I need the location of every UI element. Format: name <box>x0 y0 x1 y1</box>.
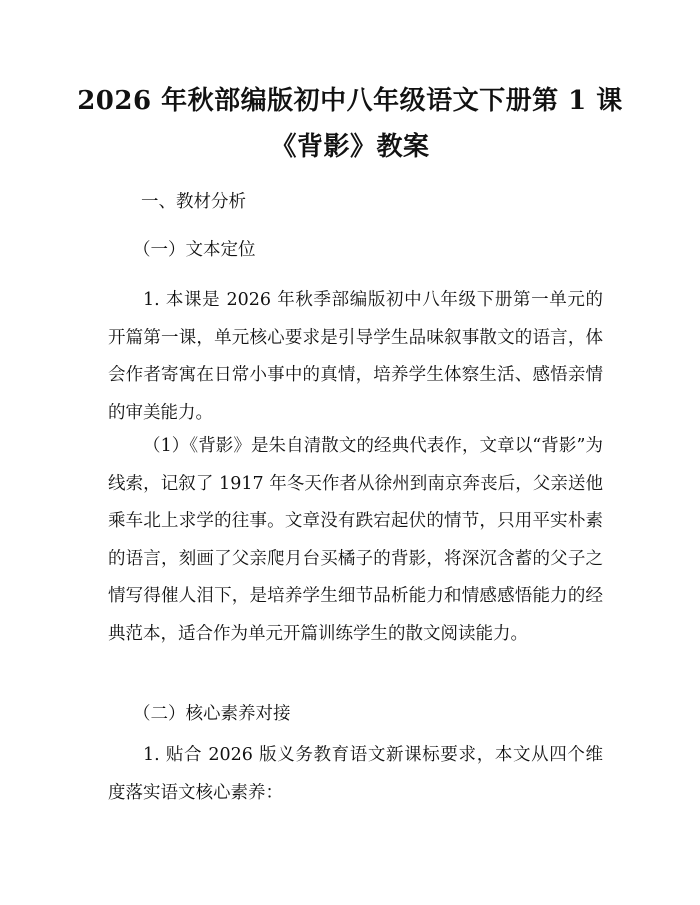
section-heading-teaching-material-analysis: 一、教材分析 <box>141 192 246 212</box>
subsection-heading-text-positioning: （一）文本定位 <box>133 240 256 260</box>
paragraph-core-literacy-intro: 1. 贴合 2026 版义务教育语文新课标要求，本文从四个维度落实语文核心素养： <box>108 745 603 803</box>
document-title-line-1: 2026 年秋部编版初中八年级语文下册第 1 课 <box>77 86 623 116</box>
paragraph-course-positioning: 1. 本课是 2026 年秋季部编版初中八年级下册第一单元的开篇第一课，单元核心要求是引导学生品味叙事散文的语言，体会作者寄寓在日常小事中的真情，培养学生体察生活、感悟亲情的审美能力。 <box>108 290 603 423</box>
subsection-heading-core-literacy: （二）核心素养对接 <box>133 704 291 724</box>
paragraph-text-introduction: （1）《背影》是朱自清散文的经典代表作，文章以“背影”为线索，记叙了 1917 年冬天作者从徐州到南京奔丧后，父亲送他乘车北上求学的往事。文章没有跌宕起伏的情节，只用平实朴素的语言，刻画了父亲爬月台买橘子的背影，将深沉含蓄的父子之情写得催人泪下，是培养学生细节品析能力和情感感悟能力的经典范本，适合作为单元开篇训练学生的散文阅读能力。 <box>108 436 603 644</box>
document-title-line-2: 《背影》教案 <box>270 132 430 162</box>
